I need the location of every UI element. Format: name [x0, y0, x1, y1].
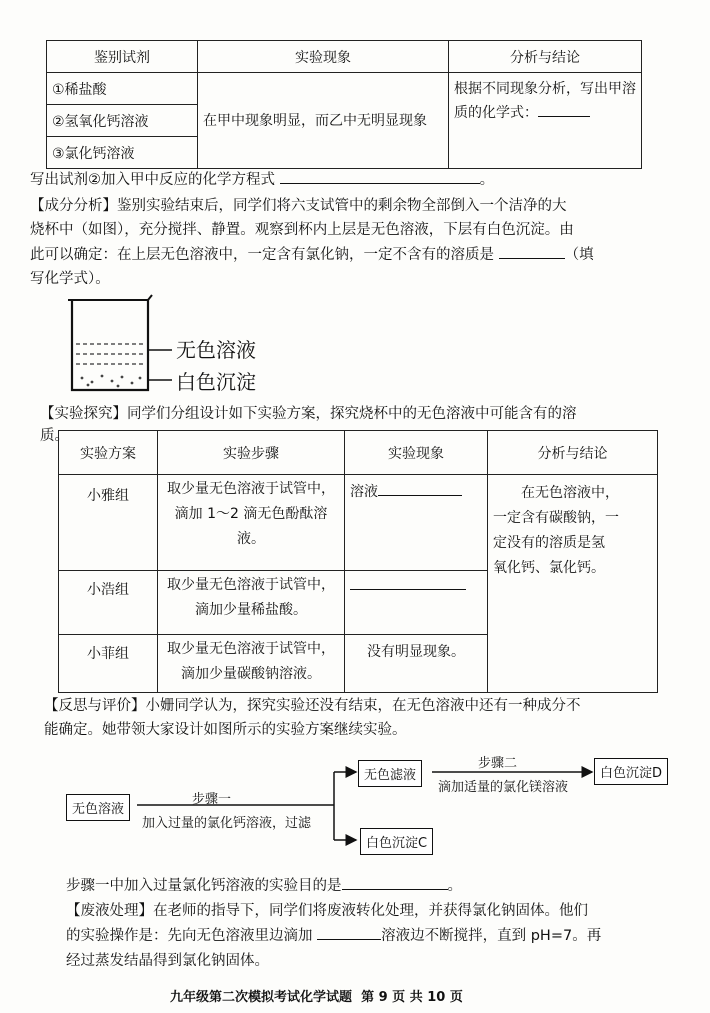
waste-blank[interactable] [317, 927, 381, 940]
phenomenon-xiaoya: 溶液 [345, 475, 488, 571]
header-phenomenon2: 实验现象 [345, 431, 488, 475]
composition-line-4: 写化学式）。 [30, 271, 110, 287]
reagent-3: ③氯化钙溶液 [47, 137, 198, 169]
table-row [59, 475, 658, 571]
reflect-line-1: 【反思与评价】小姗同学认为，探究实验还没有结束，在无色溶液中还有一种成分不 [44, 698, 581, 714]
experiment-table [58, 430, 658, 693]
flow-filtrate-box: 无色滤液 [358, 760, 422, 787]
header-steps: 实验步骤 [158, 431, 345, 475]
phenomenon-xiaohao [345, 571, 488, 635]
flow-step1-title: 步骤一 [192, 792, 232, 807]
beaker-upper-label: 无色溶液 [176, 338, 256, 362]
composition-line-1: 【成分分析】鉴别实验结束后，同学们将六支试管中的剩余物全部倒入一个洁净的大 [30, 198, 567, 214]
conclusion-cell-2: 在无色溶液中， 一定含有碳酸钠，一 定没有的溶质是氢 氧化钙、氯化钙。 [488, 475, 658, 693]
phenomenon-cell: 在甲中现象明显，而乙中无明显现象 [198, 73, 449, 169]
formula-blank[interactable] [538, 104, 590, 117]
explore-line-2: 质。 [40, 428, 69, 444]
solution-lines [76, 344, 145, 364]
reagent-1: ①稀盐酸 [47, 73, 198, 105]
equation-line: 写出试剂②加入甲中反应的化学方程式 。 [30, 172, 495, 188]
waste-line-2: 的实验操作是：先向无色溶液里边滴加 溶液边不断搅拌，直到 pH=7。再 [66, 928, 602, 944]
purpose-blank[interactable] [342, 877, 448, 890]
header-reagent: 鉴别试剂 [47, 41, 198, 73]
header-plan: 实验方案 [59, 431, 158, 475]
conclusion-cell: 根据不同现象分析，写出甲溶质的化学式： [449, 73, 642, 169]
reflect-line-2: 能确定。她带领大家设计如图所示的实验方案继续实验。 [44, 722, 407, 738]
flow-step2-desc: 滴加适量的氯化镁溶液 [438, 780, 569, 795]
beaker-rim [68, 295, 152, 300]
flow-start-box: 无色溶液 [66, 794, 130, 821]
header-phenomenon: 实验现象 [198, 41, 449, 73]
waste-line-1: 【废液处理】在老师的指导下，同学们将废液转化处理，并获得氯化钠固体。他们 [66, 903, 588, 919]
group-xiaohao: 小浩组 [59, 571, 158, 635]
phenomenon-xiaofei: 没有明显现象。 [345, 635, 488, 693]
composition-line-2: 烧杯中（如图），充分搅拌、静置。观察到杯内上层是无色溶液，下层有白色沉淀。由 [30, 222, 574, 238]
reagent-table [46, 40, 642, 169]
header-conclusion2: 分析与结论 [488, 431, 658, 475]
flow-step2-title: 步骤二 [478, 756, 518, 771]
steps-xiaofei: 取少量无色溶液于试管中， 滴加少量碳酸钠溶液。 [158, 635, 345, 693]
composition-line-3: 此可以确定：在上层无色溶液中，一定含有氯化钠，一定不含有的溶质是 （填 [30, 247, 594, 263]
purpose-line: 步骤一中加入过量氯化钙溶液的实验目的是 。 [66, 878, 462, 894]
flow-precip-d-box: 白色沉淀D [594, 758, 668, 785]
phenomenon-blank-2[interactable] [350, 577, 466, 590]
equation-blank[interactable] [280, 171, 480, 184]
phenomenon-blank-1[interactable] [378, 483, 462, 496]
flow-step1-desc: 加入过量的氯化钙溶液，过滤 [142, 816, 312, 831]
precipitate-dots [81, 375, 142, 388]
beaker-body [72, 300, 148, 390]
reagent-2: ②氢氧化钙溶液 [47, 105, 198, 137]
waste-line-3: 经过蒸发结晶得到氯化钠固体。 [66, 953, 269, 969]
header-conclusion: 分析与结论 [449, 41, 642, 73]
explore-line-1: 【实验探究】同学们分组设计如下实验方案，探究烧杯中的无色溶液中可能含有的溶 [40, 406, 577, 422]
group-xiaoya: 小雅组 [59, 475, 158, 571]
steps-xiaohao: 取少量无色溶液于试管中， 滴加少量稀盐酸。 [158, 571, 345, 635]
group-xiaofei: 小菲组 [59, 635, 158, 693]
steps-xiaoya: 取少量无色溶液于试管中， 滴加 1～2 滴无色酚酞溶 液。 [158, 475, 345, 571]
flow-precip-c-box: 白色沉淀C [360, 828, 433, 855]
page-footer: 九年级第二次模拟考试化学试题 第 9 页 共 10 页 [170, 990, 463, 1005]
beaker-lower-label: 白色沉淀 [176, 370, 256, 394]
solute-blank[interactable] [499, 246, 565, 259]
